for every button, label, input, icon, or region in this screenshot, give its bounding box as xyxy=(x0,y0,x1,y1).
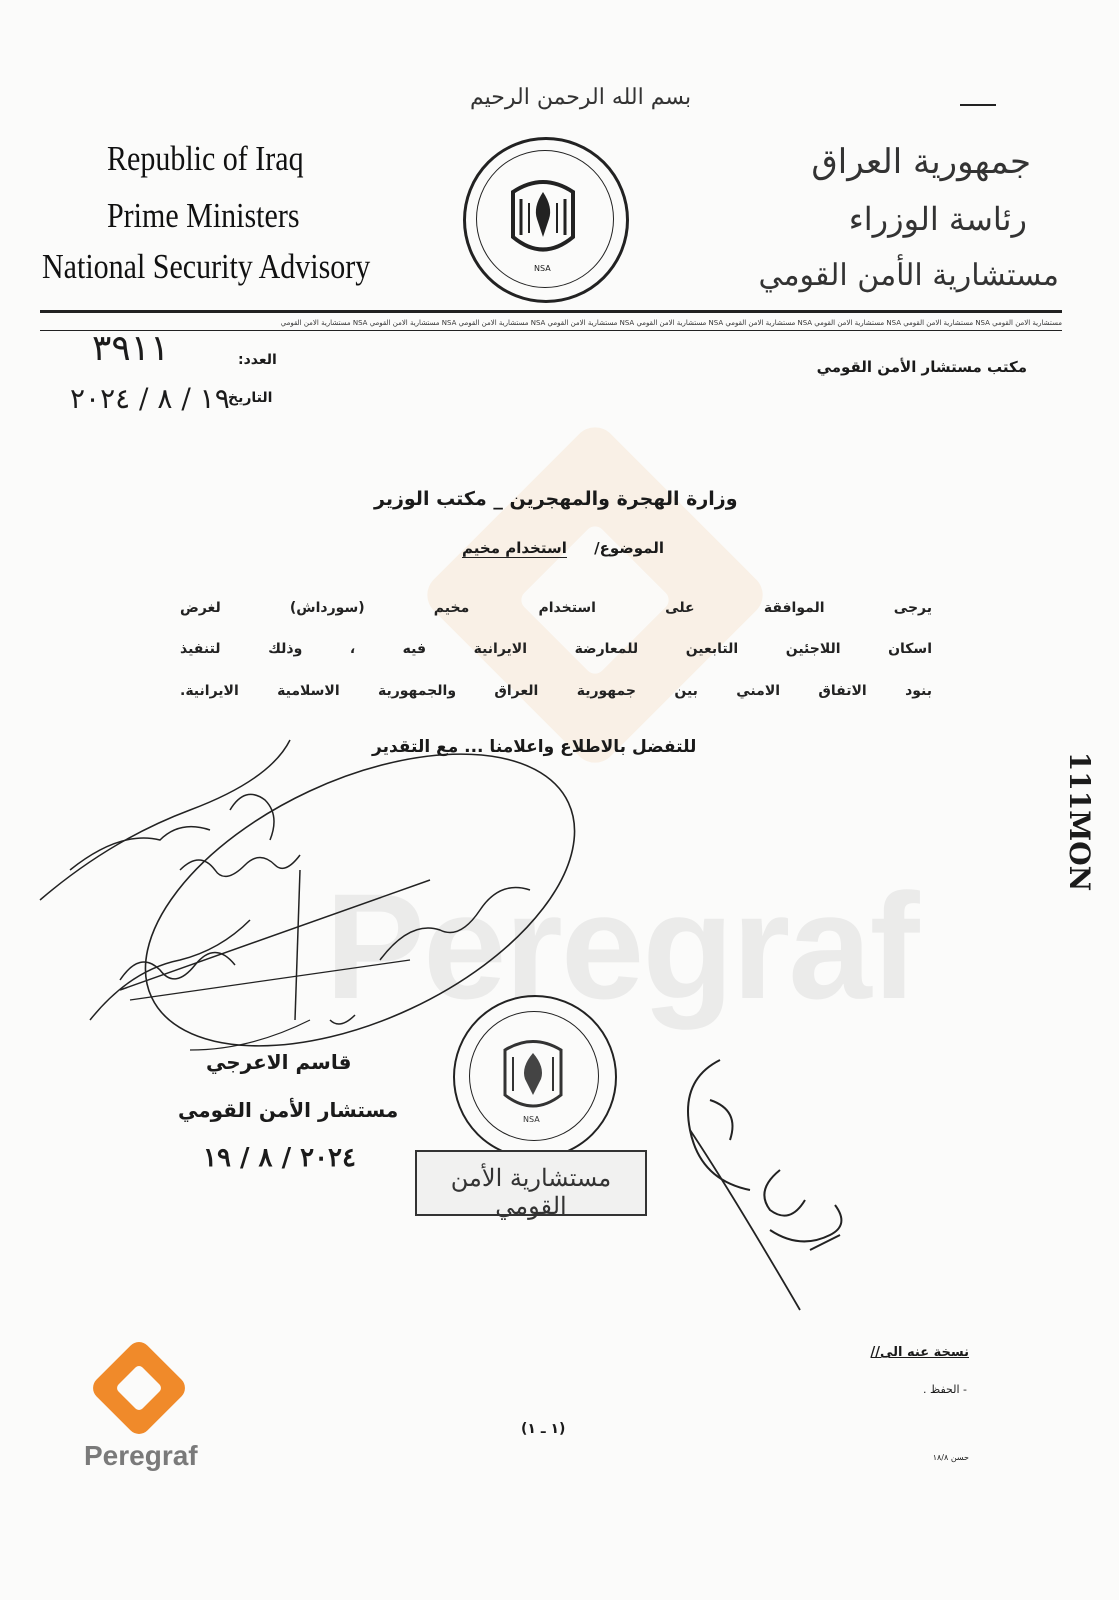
header-ar-line-3: مستشارية الأمن القومي xyxy=(758,258,1059,293)
typist-initials: حسن ١٨/٨ xyxy=(932,1453,969,1462)
body-line-1: يرجى الموافقة على استخدام مخيم (سورداش) لغرض xyxy=(180,600,932,616)
date-value-handwritten: ١٩ / ٨ / ٢٠٢٤ xyxy=(70,382,230,415)
closing: للتفضل بالاطلاع واعلامنا ... مع التقدير xyxy=(372,737,697,757)
official-stamp-seal xyxy=(453,995,617,1159)
recipient: وزارة الهجرة والمهجرين _ مكتب الوزير xyxy=(374,488,738,510)
side-handwritten-number: 111MON xyxy=(1063,751,1097,892)
number-value-handwritten: ٣٩١١ xyxy=(92,328,170,369)
stamp-text: مستشارية الأمن القومي xyxy=(450,1164,612,1220)
header-rule-bottom xyxy=(40,330,1062,331)
header-en-line-2: Prime Ministers xyxy=(107,197,300,235)
subject-label: الموضوع/ xyxy=(594,539,664,557)
subject: استخدام مخيم xyxy=(462,539,567,557)
number-label: العدد: xyxy=(238,352,277,368)
copy-to-label: نسخة عنه الى// xyxy=(870,1345,969,1360)
basmala: بسم الله الرحمن الرحيم xyxy=(470,85,692,110)
body-line-2: اسكان اللاجئين التابعين للمعارضة الايرانية فيه ، وذلك لتنفيذ xyxy=(180,641,932,657)
header-seal xyxy=(463,137,629,303)
date-label: التاريخ xyxy=(228,390,273,406)
header-seal-label: NSA xyxy=(534,264,551,273)
office-title: مكتب مستشار الأمن القومي xyxy=(816,358,1027,376)
copy-item: - الحفظ . xyxy=(923,1383,967,1396)
header-en-line-1: Republic of Iraq xyxy=(107,140,304,178)
header-ar-line-1: جمهورية العراق xyxy=(811,142,1031,182)
margin-handwriting-icon xyxy=(670,1040,870,1320)
signatory-title: مستشار الأمن القومي xyxy=(178,1098,399,1122)
header-ar-line-2: رئاسة الوزراء xyxy=(848,200,1027,238)
header-rule-top xyxy=(40,310,1062,313)
eagle-emblem-icon xyxy=(463,137,623,297)
nsa-strip: مستشارية الامن القومي NSA مستشارية الامن القومي NSA مستشارية الامن القومي NSA مستشارية الامن القومي NSA مستشارية الامن القومي NSA مستشارية الامن القومي NSA مستشارية الامن القومي NSA مستشارية الامن القومي NSA مستشارية الامن القومي xyxy=(280,319,1062,327)
stamp-eagle-icon xyxy=(453,995,613,1155)
watermark-brand-text: Peregraf xyxy=(325,862,918,1030)
page-number: (١ ـ ١) xyxy=(521,1421,566,1437)
signatory-name: قاسم الاعرجي xyxy=(206,1050,352,1074)
body-line-3: بنود الاتفاق الامني بين جمهورية العراق والجمهورية الاسلامية الايرانية. xyxy=(180,683,932,699)
header-mark-line xyxy=(960,104,996,106)
stamp-label: NSA xyxy=(523,1115,540,1124)
peregraf-logo-text: Peregraf xyxy=(84,1440,198,1471)
header-en-line-3: National Security Advisory xyxy=(42,248,371,286)
signature-date: ٢٠٢٤ / ٨ / ١٩ xyxy=(203,1143,356,1173)
official-stamp-box xyxy=(415,1150,647,1220)
